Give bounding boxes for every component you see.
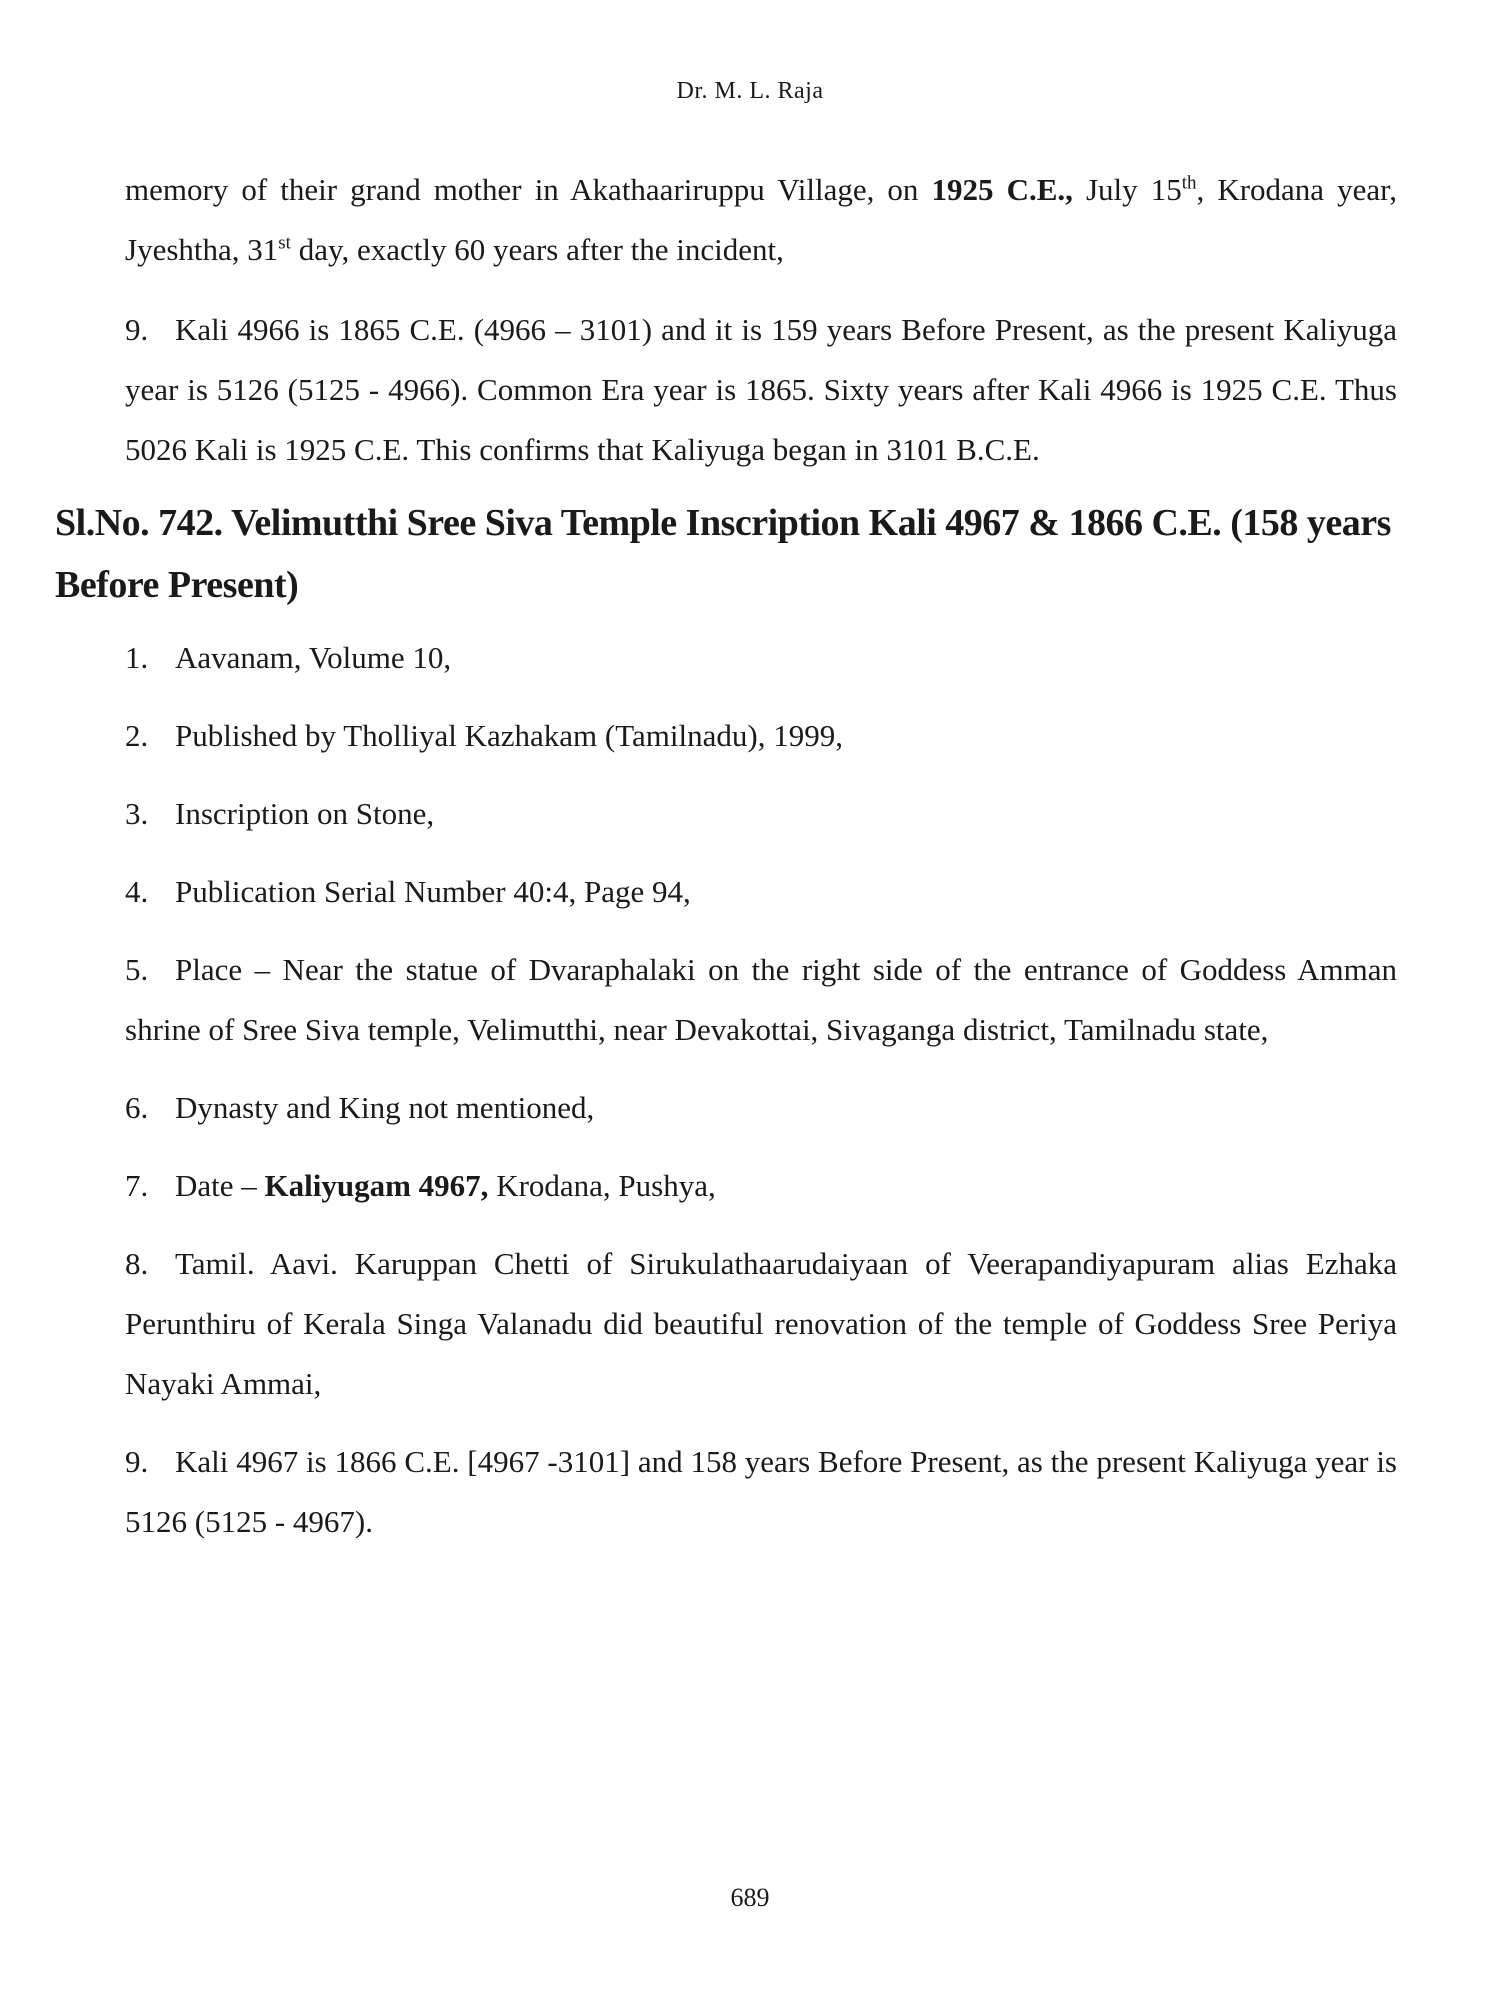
- item-text: Published by Tholliyal Kazhakam (Tamilnadu), 1999,: [175, 718, 843, 753]
- text-run: day, exactly 60 years after the incident,: [290, 232, 784, 267]
- ordinal-suffix: st: [278, 232, 291, 254]
- list-item: [125, 1432, 1397, 1552]
- list-item: [125, 940, 1397, 1060]
- item-text: Date –: [175, 1168, 265, 1203]
- page-content: [55, 160, 1397, 1552]
- item-number: 9.: [125, 312, 149, 347]
- item-text: Kali 4966 is 1865 C.E. (4966 – 3101) and it is 159 years Before Present, as the present Kaliyuga year is 5126 (5125 - 4966). Common Era year is 1865. Sixty years after Kali 4966 is 1925 C.E. Thus 5026 Kali is 1925 C.E. This confirms that Kaliyuga began in 3101 B.C.E.: [125, 312, 1397, 467]
- item-text: Inscription on Stone,: [175, 796, 435, 831]
- list-item: [125, 628, 1397, 688]
- item-number: 3.: [125, 796, 149, 831]
- section-heading: Sl.No. 742. Velimutthi Sree Siva Temple Inscription Kali 4967 & 1866 C.E. (158 years Before Present): [55, 502, 1391, 606]
- item-text: Aavanam, Volume 10,: [175, 640, 452, 675]
- text-run: memory of their grand mother in Akathaariruppu Village, on: [125, 172, 932, 207]
- item-text: Krodana, Pushya,: [488, 1168, 716, 1203]
- item-text: Tamil. Aavi. Karuppan Chetti of Sirukulathaarudaiyaan of Veerapandiyapuram alias Ezhaka Perunthiru of Kerala Singa Valanadu did beautiful renovation of the temple of Goddess Sree Periya Nayaki Ammai,: [125, 1246, 1397, 1401]
- item-number: 2.: [125, 718, 149, 753]
- bold-kaliyugam-date: Kaliyugam 4967,: [264, 1168, 489, 1203]
- numbered-paragraph-9-previous: [125, 300, 1397, 480]
- item-text: Place – Near the statue of Dvaraphalaki on the right side of the entrance of Goddess Amman shrine of Sree Siva temple, Velimutthi, near Devakottai, Sivaganga district, Tamilnadu state,: [125, 952, 1397, 1047]
- bold-date: 1925 C.E.,: [931, 172, 1073, 207]
- list-item: [125, 862, 1397, 922]
- item-text: Publication Serial Number 40:4, Page 94,: [175, 874, 691, 909]
- item-number: 4.: [125, 874, 149, 909]
- list-item: [125, 1234, 1397, 1414]
- item-number: 9.: [125, 1444, 149, 1479]
- list-item: [125, 1078, 1397, 1138]
- continuation-paragraph: [125, 160, 1397, 280]
- text-run: July 15: [1072, 172, 1182, 207]
- item-text: Dynasty and King not mentioned,: [175, 1090, 595, 1125]
- item-number: 8.: [125, 1246, 149, 1281]
- item-number: 1.: [125, 640, 149, 675]
- item-number: 5.: [125, 952, 149, 987]
- item-number: 7.: [125, 1168, 149, 1203]
- page-number: 689: [730, 1883, 770, 1912]
- item-number: 6.: [125, 1090, 149, 1125]
- text-run: , Krodana year, Jyeshtha, 31: [125, 172, 1397, 267]
- item-text: Kali 4967 is 1866 C.E. [4967 -3101] and 158 years Before Present, as the present Kaliyuga year is 5126 (5125 - 4967).: [125, 1444, 1397, 1539]
- list-item: [125, 784, 1397, 844]
- list-item: [125, 1156, 1397, 1216]
- inscription-details-list: [125, 628, 1397, 1552]
- running-header-author: Dr. M. L. Raja: [676, 78, 824, 104]
- list-item: [125, 706, 1397, 766]
- ordinal-suffix: th: [1181, 172, 1197, 194]
